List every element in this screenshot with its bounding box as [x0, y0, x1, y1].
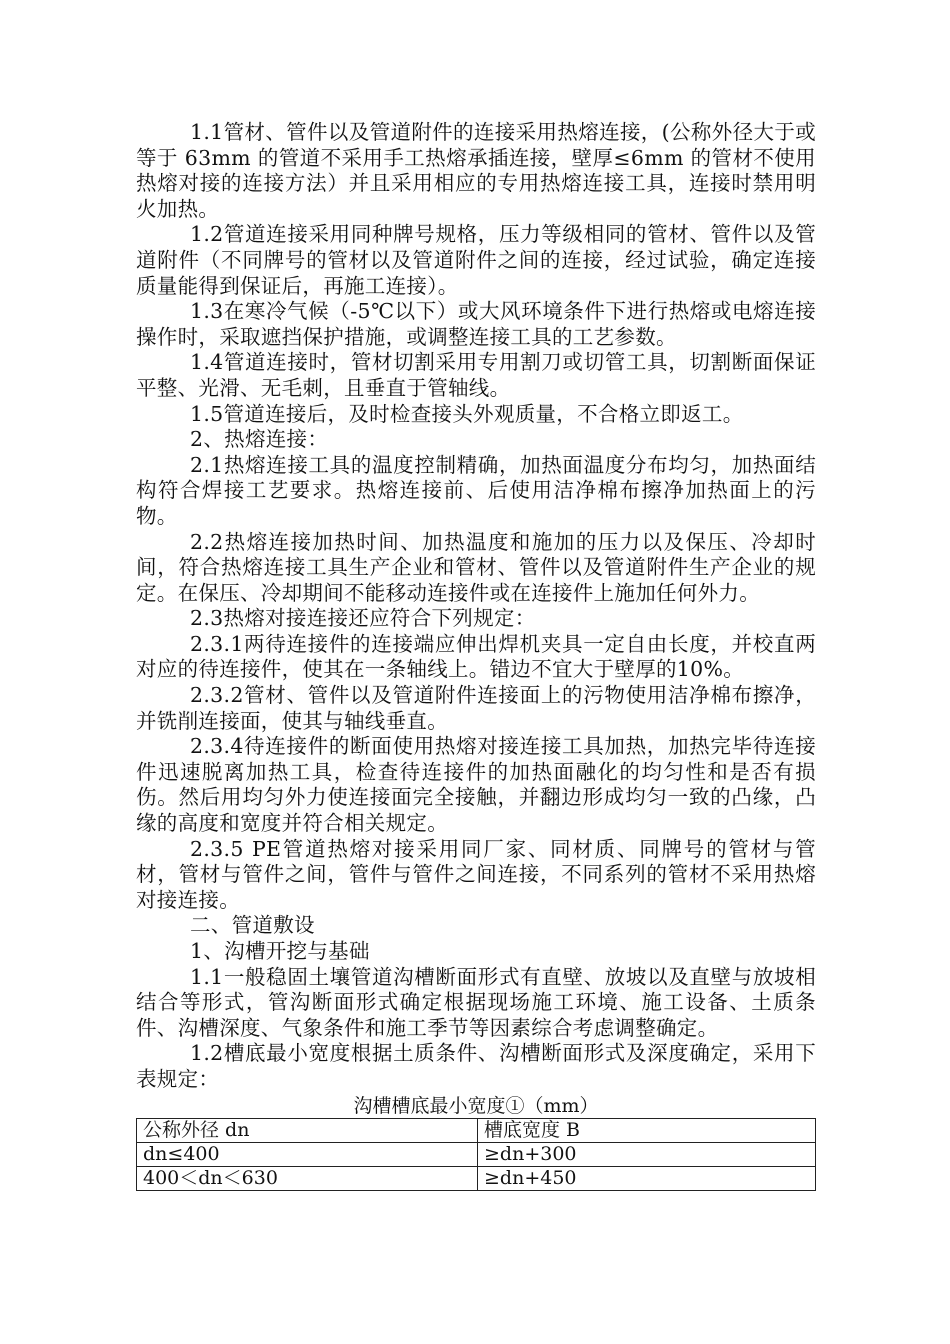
paragraph-2-3-1: 2.3.1两待连接件的连接端应伸出焊机夹具一定自由长度，并校直两对应的待连接件，使其在一条轴线上。错边不宜大于壁厚的10%。 — [136, 631, 816, 682]
paragraph-1-2: 1.2管道连接采用同种牌号规格，压力等级相同的管材、管件以及管道附件（不同牌号的管材以及管道附件之间的连接，经过试验，确定连接质量能得到保证后，再施工连接）。 — [136, 222, 816, 298]
paragraph-1-3: 1.3在寒冷气候（-5℃以下）或大风环境条件下进行热熔或电熔连接操作时，采取遮挡保护措施，或调整连接工具的工艺参数。 — [136, 299, 816, 349]
table-row — [137, 1142, 816, 1166]
table-header-row — [137, 1118, 816, 1142]
paragraph-2-1: 2.1热熔连接工具的温度控制精确，加热面温度分布均匀，加热面结构符合焊接工艺要求。热熔连接前、后使用洁净棉布擦净加热面上的污物。 — [136, 452, 816, 528]
table-row — [137, 1166, 816, 1190]
table-cell: ≥dn+450 — [478, 1166, 816, 1190]
table-cell: ≥dn+300 — [478, 1142, 816, 1166]
section-heading-hot-melt: 2、热熔连接： — [190, 427, 329, 452]
paragraph-1-4: 1.4管道连接时，管材切割采用专用割刀或切管工具，切割断面保证平整、光滑、无毛刺，且垂直于管轴线。 — [136, 350, 816, 400]
paragraph-trench-1-2: 1.2槽底最小宽度根据土质条件、沟槽断面形式及深度确定，采用下表规定： — [136, 1041, 816, 1091]
paragraph-trench-1-1: 1.1一般稳固土壤管道沟槽断面形式有直壁、放坡以及直壁与放坡相结合等形式，管沟断面形式确定根据现场施工环境、施工设备、土质条件、沟槽深度、气象条件和施工季节等因素综合考虑调整确定。 — [136, 964, 816, 1040]
paragraph-2-3-5: 2.3.5 PE管道热熔对接采用同厂家、同材质、同牌号的管材与管材，管材与管件之间，管件与管件之间连接，不同系列的管材不采用热熔对接连接。 — [136, 836, 816, 912]
table-header-cell: 槽底宽度 B — [478, 1118, 816, 1142]
paragraph-2-2: 2.2热熔连接加热时间、加热温度和施加的压力以及保压、冷却时间，符合热熔连接工具生产企业和管材、管件以及管道附件生产企业的规定。在保压、冷却期间不能移动连接件或在连接件上施加任何外力。 — [136, 529, 816, 605]
table-header-cell: 公称外径 dn — [137, 1118, 478, 1142]
document-body — [136, 120, 816, 1191]
table-cell: 400＜dn＜630 — [137, 1166, 478, 1190]
table-cell: dn≤400 — [137, 1142, 478, 1166]
paragraph-1-1: 1.1管材、管件以及管道附件的连接采用热熔连接，(公称外径大于或等于 63mm 的管道不采用手工热熔承插连接，壁厚≤6mm 的管材不使用热熔对接的连接方法）并且采用相应的专用热熔连接工具，连接时禁用明火加热。 — [136, 120, 816, 221]
paragraph-2-3-4: 2.3.4待连接件的断面使用热熔对接连接工具加热，加热完毕待连接件迅速脱离加热工具，检查待连接件的加热面融化的均匀性和是否有损伤。然后用均匀外力使连接面完全接触，并翻边形成均匀一致的凸缘，凸缘的高度和宽度并符合相关规定。 — [136, 734, 816, 836]
paragraph-1-5: 1.5管道连接后，及时检查接头外观质量，不合格立即返工。 — [190, 401, 744, 426]
paragraph-2-3-2: 2.3.2管材、管件以及管道附件连接面上的污物使用洁净棉布擦净，并铣削连接面，使其与轴线垂直。 — [136, 683, 816, 733]
trench-width-table — [136, 1118, 816, 1191]
section-heading-trench: 1、沟槽开挖与基础 — [190, 939, 370, 963]
chapter-heading-pipe-laying: 二、管道敷设 — [190, 913, 315, 938]
table-caption: 沟槽槽底最小宽度①（mm） — [353, 1094, 599, 1117]
paragraph-2-3: 2.3热熔对接连接还应符合下列规定： — [190, 606, 536, 631]
